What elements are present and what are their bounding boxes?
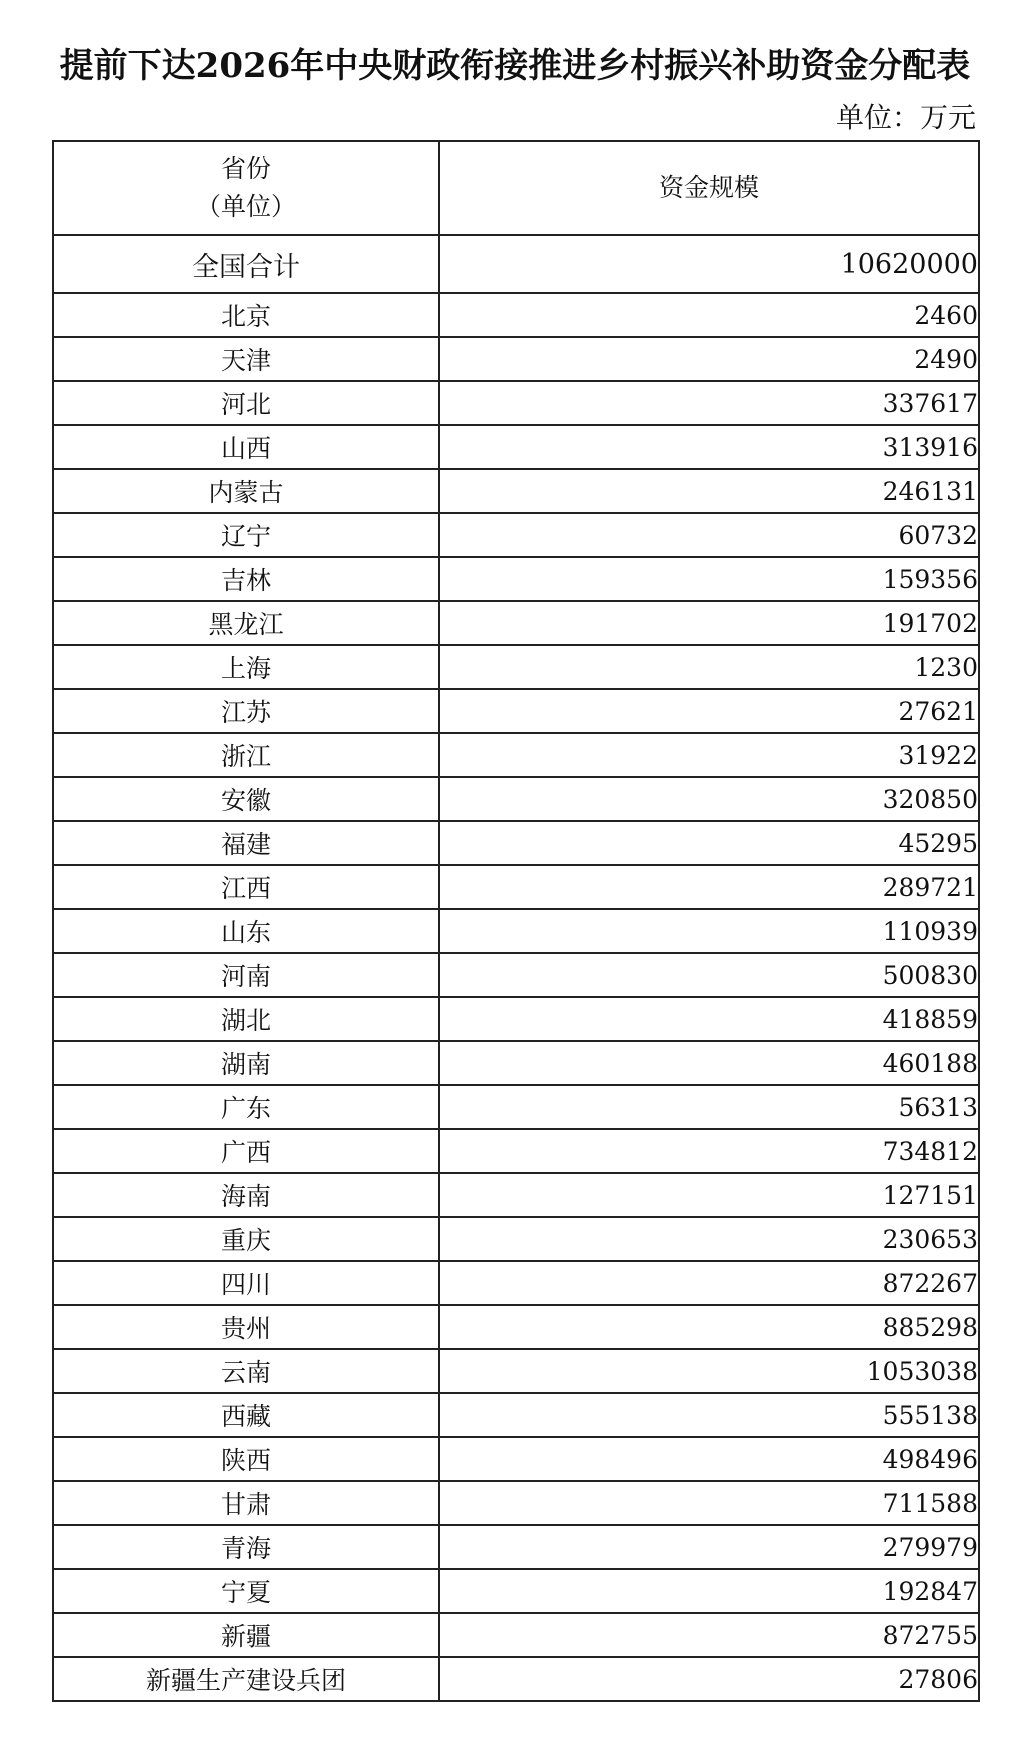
value-cell: 313916 (439, 425, 979, 469)
value-cell: 500830 (439, 953, 979, 997)
province-cell: 上海 (53, 645, 439, 689)
value-cell: 279979 (439, 1525, 979, 1569)
header-province-line1: 省份 (220, 154, 271, 183)
value-cell: 191702 (439, 601, 979, 645)
value-cell: 159356 (439, 557, 979, 601)
value-cell: 246131 (439, 469, 979, 513)
value-cell: 45295 (439, 821, 979, 865)
total-label: 全国合计 (53, 235, 439, 293)
value-cell: 110939 (439, 909, 979, 953)
province-cell: 西藏 (53, 1393, 439, 1437)
table-row (53, 777, 979, 821)
value-cell: 1230 (439, 645, 979, 689)
table-row (53, 1437, 979, 1481)
province-cell: 山西 (53, 425, 439, 469)
province-cell: 江西 (53, 865, 439, 909)
province-cell: 陕西 (53, 1437, 439, 1481)
value-cell: 872755 (439, 1613, 979, 1657)
value-cell: 27806 (439, 1657, 979, 1701)
total-row (53, 235, 979, 293)
value-cell: 27621 (439, 689, 979, 733)
table-body (53, 235, 979, 1701)
table-row (53, 1217, 979, 1261)
value-cell: 56313 (439, 1085, 979, 1129)
province-cell: 贵州 (53, 1305, 439, 1349)
province-cell: 山东 (53, 909, 439, 953)
value-cell: 2460 (439, 293, 979, 337)
table-row (53, 1657, 979, 1701)
province-cell: 江苏 (53, 689, 439, 733)
table-row (53, 513, 979, 557)
value-cell: 31922 (439, 733, 979, 777)
province-cell: 四川 (53, 1261, 439, 1305)
table-row (53, 1261, 979, 1305)
province-cell: 河北 (53, 381, 439, 425)
table-row (53, 1085, 979, 1129)
table-row (53, 689, 979, 733)
province-cell: 辽宁 (53, 513, 439, 557)
value-cell: 460188 (439, 1041, 979, 1085)
value-cell: 1053038 (439, 1349, 979, 1393)
province-cell: 北京 (53, 293, 439, 337)
province-cell: 内蒙古 (53, 469, 439, 513)
value-cell: 2490 (439, 337, 979, 381)
value-cell: 418859 (439, 997, 979, 1041)
value-cell: 711588 (439, 1481, 979, 1525)
value-cell: 127151 (439, 1173, 979, 1217)
table-header (53, 141, 979, 235)
table-row (53, 1613, 979, 1657)
table-row (53, 1129, 979, 1173)
value-cell: 872267 (439, 1261, 979, 1305)
table-row (53, 645, 979, 689)
table-row (53, 1173, 979, 1217)
province-cell: 河南 (53, 953, 439, 997)
province-cell: 黑龙江 (53, 601, 439, 645)
province-cell: 甘肃 (53, 1481, 439, 1525)
table-row (53, 733, 979, 777)
table-row (53, 953, 979, 997)
province-cell: 重庆 (53, 1217, 439, 1261)
value-cell: 337617 (439, 381, 979, 425)
table-row (53, 601, 979, 645)
table-row (53, 821, 979, 865)
value-cell: 60732 (439, 513, 979, 557)
table-row (53, 557, 979, 601)
province-cell: 湖北 (53, 997, 439, 1041)
province-cell: 宁夏 (53, 1569, 439, 1613)
value-cell: 555138 (439, 1393, 979, 1437)
province-cell: 吉林 (53, 557, 439, 601)
header-province-line2: （单位） (195, 192, 296, 221)
unit-label: 单位：万元 (835, 101, 976, 134)
table-row (53, 909, 979, 953)
value-cell: 320850 (439, 777, 979, 821)
province-cell: 广西 (53, 1129, 439, 1173)
table-row (53, 337, 979, 381)
province-cell: 海南 (53, 1173, 439, 1217)
value-cell: 230653 (439, 1217, 979, 1261)
allocation-table (52, 140, 980, 1702)
page-title: 提前下达2026年中央财政衔接推进乡村振兴补助资金分配表 (59, 46, 971, 86)
province-cell: 浙江 (53, 733, 439, 777)
province-cell: 广东 (53, 1085, 439, 1129)
table-row (53, 293, 979, 337)
table-row (53, 425, 979, 469)
table-row (53, 997, 979, 1041)
province-cell: 新疆生产建设兵团 (53, 1657, 439, 1701)
province-cell: 天津 (53, 337, 439, 381)
province-cell: 福建 (53, 821, 439, 865)
total-value: 10620000 (439, 235, 979, 293)
table-row (53, 469, 979, 513)
table-row (53, 1041, 979, 1085)
table-row (53, 1349, 979, 1393)
value-cell: 734812 (439, 1129, 979, 1173)
table-row (53, 381, 979, 425)
province-cell: 安徽 (53, 777, 439, 821)
province-cell: 云南 (53, 1349, 439, 1393)
table-row (53, 1481, 979, 1525)
header-value: 资金规模 (439, 141, 979, 235)
value-cell: 885298 (439, 1305, 979, 1349)
header-province (53, 141, 439, 235)
value-cell: 192847 (439, 1569, 979, 1613)
province-cell: 新疆 (53, 1613, 439, 1657)
value-cell: 498496 (439, 1437, 979, 1481)
table-row (53, 1305, 979, 1349)
province-cell: 湖南 (53, 1041, 439, 1085)
table-row (53, 1525, 979, 1569)
table-row (53, 1393, 979, 1437)
table-row (53, 865, 979, 909)
table-row (53, 1569, 979, 1613)
value-cell: 289721 (439, 865, 979, 909)
province-cell: 青海 (53, 1525, 439, 1569)
